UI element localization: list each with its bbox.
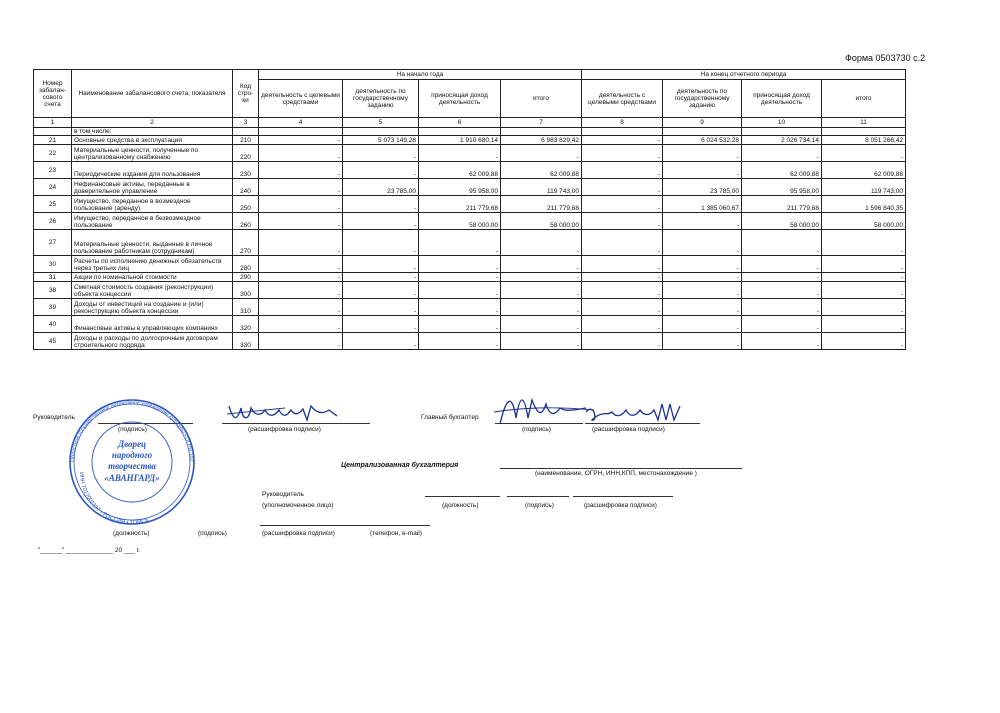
position-hint: (должность) [442, 502, 479, 509]
amount-cell: - [582, 273, 663, 282]
account-number-cell: 24 [34, 179, 72, 196]
stamp-text-3: творчества [108, 461, 156, 471]
amount-cell: - [259, 136, 343, 145]
amount-cell: - [419, 282, 501, 299]
amount-cell: 58 000,00 [419, 213, 501, 230]
amount-cell: - [343, 273, 419, 282]
column-number: 9 [663, 118, 742, 128]
signature-hint-2: (подпись) [525, 502, 554, 509]
header-end-of-period: На конец отчетного периода [582, 70, 906, 80]
account-name-cell: Имущество, переданное в безвозмездное пользование [72, 213, 233, 230]
stamp-ring-top: Областное государственное автономное учреждение культуры • ОГРН 102 [69, 399, 195, 463]
amount-cell: - [582, 136, 663, 145]
amount-cell: - [343, 282, 419, 299]
header-state-start: деятельность по государственному заданию [343, 80, 419, 118]
amount-cell: 58 000,00 [742, 213, 822, 230]
amount-cell: - [822, 230, 906, 256]
amount-cell: - [742, 273, 822, 282]
line-code-cell: 240 [233, 179, 259, 196]
account-number-cell: 45 [34, 333, 72, 350]
amount-cell: - [259, 145, 343, 162]
head-decoding-hint: (расшифровка подписи) [248, 426, 321, 433]
amount-cell: - [419, 145, 501, 162]
amount-cell: 62 009,88 [822, 162, 906, 179]
stamp-ring-bottom: ИНН 7017002337 • РОССИЯ • ТОМСК [77, 471, 150, 527]
amount-cell: - [742, 333, 822, 350]
amount-cell: - [742, 282, 822, 299]
amount-cell: - [501, 316, 582, 333]
amount-cell: - [663, 145, 742, 162]
account-name-cell: Материальные ценности, выданные в личное пользование работникам (сотрудникам) [72, 230, 233, 256]
accountant-decoding-signature-icon [580, 396, 690, 430]
accountant-signature-hint: (подпись) [522, 426, 551, 433]
amount-cell: - [343, 256, 419, 273]
stamp-text-2: народного [111, 450, 153, 460]
head-signature-icon [225, 396, 345, 428]
amount-cell: - [582, 316, 663, 333]
column-number: 2 [72, 118, 233, 128]
account-number-cell: 21 [34, 136, 72, 145]
amount-cell: 211 779,68 [742, 196, 822, 213]
account-name-cell: Основные средства в эксплуатации [72, 136, 233, 145]
position-line [425, 496, 500, 497]
account-name-cell: Доходы от инвестиций на создание и (или) реконструкцию объекта концессии [72, 299, 233, 316]
amount-cell: - [419, 333, 501, 350]
amount-cell: - [663, 299, 742, 316]
amount-cell: - [822, 273, 906, 282]
account-name-cell: Расчеты по исполнению денежных обязательств через третьих лиц [72, 256, 233, 273]
amount-cell: 23 785,00 [343, 179, 419, 196]
stamp-text-4: «АВАНГАРД» [104, 473, 160, 483]
line-code-cell: 270 [233, 230, 259, 256]
amount-cell: - [343, 196, 419, 213]
amount-cell: - [259, 316, 343, 333]
amount-cell: - [822, 299, 906, 316]
column-number: 3 [233, 118, 259, 128]
line-code-cell: 290 [233, 273, 259, 282]
header-income-start: приносящая доход деятельность [419, 80, 501, 118]
central-accounting-title: Централизованная бухгалтерия [341, 462, 459, 469]
line-code-cell: 210 [233, 136, 259, 145]
amount-cell: - [582, 213, 663, 230]
header-total-start: итого [501, 80, 582, 118]
amount-cell: - [582, 162, 663, 179]
amount-cell: - [582, 230, 663, 256]
account-name-cell: Имущество, переданное в возмездное пользование (аренду) [72, 196, 233, 213]
amount-cell: 6 024 532,28 [663, 136, 742, 145]
amount-cell: - [742, 299, 822, 316]
line-code-cell: 320 [233, 316, 259, 333]
chief-accountant-label: Главный бухгалтер [421, 414, 479, 421]
amount-cell: - [663, 282, 742, 299]
executor-decoding-hint: (расшифровка подписи) [262, 530, 335, 537]
amount-cell: - [259, 282, 343, 299]
amount-cell: - [663, 316, 742, 333]
amount-cell: - [822, 316, 906, 333]
header-account-number: Номер забалан-сового счета [34, 70, 72, 118]
amount-cell: - [343, 333, 419, 350]
header-state-end: деятельность по государственному заданию [663, 80, 742, 118]
amount-cell: - [822, 256, 906, 273]
amount-cell: - [419, 230, 501, 256]
amount-cell: - [501, 145, 582, 162]
line-code-cell: 260 [233, 213, 259, 230]
line-code-cell: 300 [233, 282, 259, 299]
amount-cell: - [343, 316, 419, 333]
line-code-cell: 310 [233, 299, 259, 316]
header-line-code: Код стро-ки [233, 70, 259, 118]
amount-cell: - [259, 179, 343, 196]
executor-position-hint: (должность) [113, 530, 150, 537]
account-name-cell: Финансовые активы в управляющих компаниях [72, 316, 233, 333]
column-number: 1 [34, 118, 72, 128]
column-number: 11 [822, 118, 906, 128]
account-number-cell: 40 [34, 316, 72, 333]
amount-cell: - [343, 145, 419, 162]
amount-cell: 1 596 840,35 [822, 196, 906, 213]
amount-cell: - [343, 213, 419, 230]
amount-cell: 58 000,00 [501, 213, 582, 230]
amount-cell: - [343, 230, 419, 256]
amount-cell: 62 009,88 [419, 162, 501, 179]
signature-line-2 [507, 496, 569, 497]
amount-cell: 6 983 829,42 [501, 136, 582, 145]
amount-cell: - [582, 333, 663, 350]
amount-cell: 95 958,00 [419, 179, 501, 196]
amount-cell: 1 385 060,67 [663, 196, 742, 213]
amount-cell: - [419, 299, 501, 316]
head-signature-hint: (подпись) [118, 426, 147, 433]
amount-cell: - [259, 230, 343, 256]
amount-cell: - [663, 213, 742, 230]
accountant-decoding-hint: (расшифровка подписи) [592, 426, 665, 433]
amount-cell: - [663, 162, 742, 179]
amount-cell: 8 051 266,42 [822, 136, 906, 145]
amount-cell: - [742, 316, 822, 333]
amount-cell: - [822, 333, 906, 350]
header-income-end: приносящая доход деятельность [742, 80, 822, 118]
amount-cell: - [259, 256, 343, 273]
amount-cell: - [259, 273, 343, 282]
account-number-cell: 26 [34, 213, 72, 230]
amount-cell: 119 743,00 [501, 179, 582, 196]
amount-cell: 119 743,00 [822, 179, 906, 196]
amount-cell: - [501, 333, 582, 350]
header-target-end: деятельность с целевыми средствами [582, 80, 663, 118]
authorized-hint: (уполномоченное лицо) [262, 502, 334, 509]
amount-cell: 62 009,88 [501, 162, 582, 179]
amount-cell: - [582, 179, 663, 196]
amount-cell: - [663, 273, 742, 282]
decoding-hint-2: (расшифровка подписи) [584, 502, 657, 509]
column-number: 7 [501, 118, 582, 128]
column-number: 6 [419, 118, 501, 128]
amount-cell: - [582, 256, 663, 273]
amount-cell: - [501, 282, 582, 299]
form-code: Форма 0503730 с.2 [845, 53, 926, 63]
account-number-cell: 38 [34, 282, 72, 299]
head-label: Руководитель [33, 414, 75, 421]
amount-cell: - [663, 256, 742, 273]
account-number-cell: 23 [34, 162, 72, 179]
amount-cell: - [419, 316, 501, 333]
line-code-cell: 220 [233, 145, 259, 162]
column-number: 10 [742, 118, 822, 128]
account-number-cell: 25 [34, 196, 72, 213]
line-code-cell: 250 [233, 196, 259, 213]
line-code-cell: 330 [233, 333, 259, 350]
account-name-cell: Доходы и расходы по долгосрочным договорам строительного подряда [72, 333, 233, 350]
column-number: 4 [259, 118, 343, 128]
amount-cell: 2 026 734,14 [742, 136, 822, 145]
amount-cell: - [742, 230, 822, 256]
amount-cell: - [822, 145, 906, 162]
amount-cell: - [259, 162, 343, 179]
amount-cell: - [501, 299, 582, 316]
amount-cell: - [582, 299, 663, 316]
line-code-cell: 230 [233, 162, 259, 179]
decoding-line-2 [573, 496, 673, 497]
amount-cell: - [742, 256, 822, 273]
amount-cell: 1 910 680,14 [419, 136, 501, 145]
amount-cell: - [582, 145, 663, 162]
org-hint: (наименование, ОГРН, ИНН,КПП, местонахождение ) [535, 470, 697, 477]
amount-cell: - [259, 299, 343, 316]
amount-cell: - [419, 256, 501, 273]
amount-cell: - [501, 256, 582, 273]
amount-cell: - [742, 145, 822, 162]
amount-cell: 95 958,00 [742, 179, 822, 196]
executor-signature-hint: (подпись) [198, 530, 227, 537]
amount-cell: 211 779,68 [419, 196, 501, 213]
header-account-name: Наименование забалансового счета, показателя [72, 70, 233, 118]
amount-cell: - [582, 196, 663, 213]
account-number-cell: 27 [34, 230, 72, 256]
amount-cell: 62 009,88 [742, 162, 822, 179]
executor-line [260, 525, 430, 526]
account-number-cell: 39 [34, 299, 72, 316]
report-date: "______" _____________ 20 ___ г. [38, 547, 140, 554]
amount-cell: - [259, 196, 343, 213]
amount-cell: - [501, 230, 582, 256]
amount-cell: - [343, 162, 419, 179]
amount-cell: - [582, 282, 663, 299]
account-name-cell: Сметная стоимость создания (реконструкции) объекта концессии [72, 282, 233, 299]
amount-cell: - [663, 230, 742, 256]
including-label: в том числе: [72, 128, 233, 136]
amount-cell: - [663, 333, 742, 350]
phone-hint: (телефон, e-mail) [370, 530, 422, 537]
amount-cell: 5 073 149,28 [343, 136, 419, 145]
amount-cell: - [822, 282, 906, 299]
amount-cell: - [259, 213, 343, 230]
header-total-end: итого [822, 80, 906, 118]
column-number: 8 [582, 118, 663, 128]
account-number-cell: 30 [34, 256, 72, 273]
account-name-cell: Периодические издания для пользования [72, 162, 233, 179]
amount-cell: - [501, 273, 582, 282]
amount-cell: 58 000,00 [822, 213, 906, 230]
account-number-cell: 31 [34, 273, 72, 282]
org-line [500, 468, 742, 469]
column-number: 5 [343, 118, 419, 128]
account-name-cell: Нефинансовые активы, переданные в доверительное управление [72, 179, 233, 196]
amount-cell: 211 779,68 [501, 196, 582, 213]
amount-cell: - [419, 273, 501, 282]
header-start-of-year: На начало года [259, 70, 582, 80]
head-label-2: Руководитель [262, 491, 304, 498]
amount-cell: - [343, 299, 419, 316]
amount-cell: - [259, 333, 343, 350]
account-number-cell: 22 [34, 145, 72, 162]
stamp-icon [60, 397, 205, 527]
line-code-cell: 280 [233, 256, 259, 273]
stamp-text-1: Дворец [117, 439, 147, 449]
amount-cell: 23 785,00 [663, 179, 742, 196]
account-name-cell: Акции по номинальной стоимости [72, 273, 233, 282]
account-name-cell: Материальные ценности, полученные по централизованному снабжению [72, 145, 233, 162]
header-target-start: деятельность с целевыми средствами [259, 80, 343, 118]
